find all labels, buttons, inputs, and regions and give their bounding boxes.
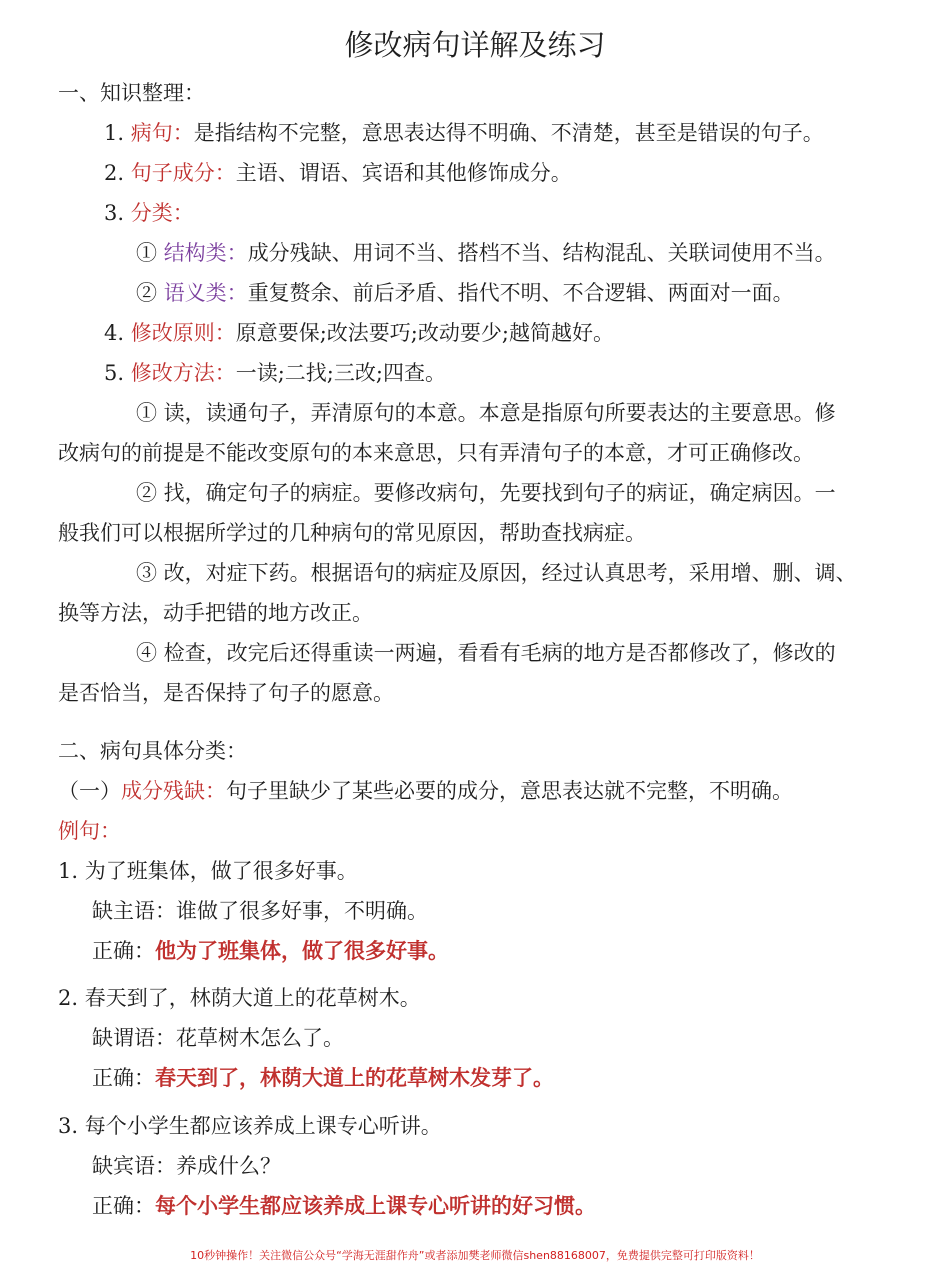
item-label: 病句： bbox=[130, 121, 194, 145]
fix-label: 正确： bbox=[92, 1194, 155, 1218]
section1-heading: 一、知识整理： bbox=[58, 81, 205, 105]
category-structural bbox=[136, 238, 836, 268]
item-label: 修改原则： bbox=[130, 321, 236, 345]
category-label: 语义类： bbox=[163, 281, 248, 305]
example-number: 3. bbox=[58, 1114, 79, 1138]
method-read-line2: 改病句的前提是不能改变原句的本来意思，只有弄清句子的本意，才可正确修改。 bbox=[58, 441, 814, 465]
fix-label: 正确： bbox=[92, 1066, 155, 1090]
subsection-text: 句子里缺少了某些必要的成分，意思表达就不完整，不明确。 bbox=[226, 779, 793, 803]
page-title: 修改病句详解及练习 bbox=[344, 28, 606, 62]
knowledge-item-1 bbox=[104, 118, 824, 148]
category-mark: ② bbox=[136, 281, 157, 305]
knowledge-item-4 bbox=[104, 318, 614, 348]
item-text: 主语、谓语、宾语和其他修饰成分。 bbox=[235, 161, 572, 185]
method-check-line1: ④ 检查，改完后还得重读一两遍，看看有毛病的地方是否都修改了，修改的 bbox=[136, 641, 836, 665]
example-3-sentence bbox=[58, 1111, 442, 1141]
category-label: 结构类： bbox=[163, 241, 248, 265]
item-number: 1. bbox=[104, 121, 125, 145]
method-read-line1: ① 读，读通句子，弄清原句的本意。本意是指原句所要表达的主要意思。修 bbox=[136, 401, 836, 425]
method-find-line1: ② 找，确定句子的病症。要修改病句，先要找到句子的病证，确定病因。一 bbox=[136, 481, 836, 505]
example-3-issue: 缺宾语：养成什么？ bbox=[92, 1154, 281, 1178]
item-text: 原意要保;改法要巧;改动要少;越简越好。 bbox=[235, 321, 614, 345]
item-label: 句子成分： bbox=[130, 161, 236, 185]
knowledge-item-3 bbox=[104, 198, 194, 228]
fix-label: 正确： bbox=[92, 939, 155, 963]
item-number: 4. bbox=[104, 321, 125, 345]
footer-promo-text: 10秒钟操作！关注微信公众号“学海无涯甜作舟”或者添加樊老师微信shen88168007，免费提供完整可打印版资料！ bbox=[190, 1249, 760, 1262]
item-label: 分类： bbox=[130, 201, 194, 225]
fix-text: 每个小学生都应该养成上课专心听讲的好习惯。 bbox=[155, 1193, 596, 1218]
example-2-fix bbox=[92, 1063, 554, 1093]
example-sentence: 为了班集体，做了很多好事。 bbox=[84, 859, 358, 883]
category-semantic bbox=[136, 278, 794, 308]
example-1-fix bbox=[92, 936, 449, 966]
method-check-line2: 是否恰当，是否保持了句子的愿意。 bbox=[58, 681, 394, 705]
example-sentence: 春天到了，林荫大道上的花草树木。 bbox=[84, 986, 421, 1010]
category-mark: ① bbox=[136, 241, 157, 265]
example-label: 例句： bbox=[58, 819, 121, 843]
example-3-fix bbox=[92, 1191, 596, 1221]
subsection-missing-components bbox=[58, 776, 793, 806]
subsection-label: 成分残缺： bbox=[121, 779, 226, 803]
fix-text: 他为了班集体，做了很多好事。 bbox=[155, 938, 449, 963]
method-find-line2: 般我们可以根据所学过的几种病句的常见原因，帮助查找病症。 bbox=[58, 521, 646, 545]
knowledge-item-5 bbox=[104, 358, 446, 388]
item-number: 2. bbox=[104, 161, 125, 185]
item-text: 一读;二找;三改;四查。 bbox=[235, 361, 446, 385]
example-number: 1. bbox=[58, 859, 79, 883]
example-1-sentence bbox=[58, 856, 358, 886]
example-1-issue: 缺主语：谁做了很多好事，不明确。 bbox=[92, 899, 428, 923]
subsection-prefix: （一） bbox=[58, 779, 121, 803]
example-2-issue: 缺谓语：花草树木怎么了。 bbox=[92, 1026, 344, 1050]
category-text: 成分残缺、用词不当、搭档不当、结构混乱、关联词使用不当。 bbox=[247, 241, 836, 265]
section2-heading: 二、病句具体分类： bbox=[58, 739, 247, 763]
item-text: 是指结构不完整，意思表达得不明确、不清楚，甚至是错误的句子。 bbox=[193, 121, 824, 145]
category-text: 重复赘余、前后矛盾、指代不明、不合逻辑、两面对一面。 bbox=[247, 281, 794, 305]
item-label: 修改方法： bbox=[130, 361, 236, 385]
example-number: 2. bbox=[58, 986, 79, 1010]
method-fix-line1: ③ 改，对症下药。根据语句的病症及原因，经过认真思考，采用增、删、调、 bbox=[136, 561, 857, 585]
fix-text: 春天到了，林荫大道上的花草树木发芽了。 bbox=[155, 1065, 554, 1090]
knowledge-item-2 bbox=[104, 158, 572, 188]
example-sentence: 每个小学生都应该养成上课专心听讲。 bbox=[84, 1114, 442, 1138]
item-number: 3. bbox=[104, 201, 125, 225]
item-number: 5. bbox=[104, 361, 125, 385]
example-2-sentence bbox=[58, 983, 421, 1013]
method-fix-line2: 换等方法，动手把错的地方改正。 bbox=[58, 601, 373, 625]
